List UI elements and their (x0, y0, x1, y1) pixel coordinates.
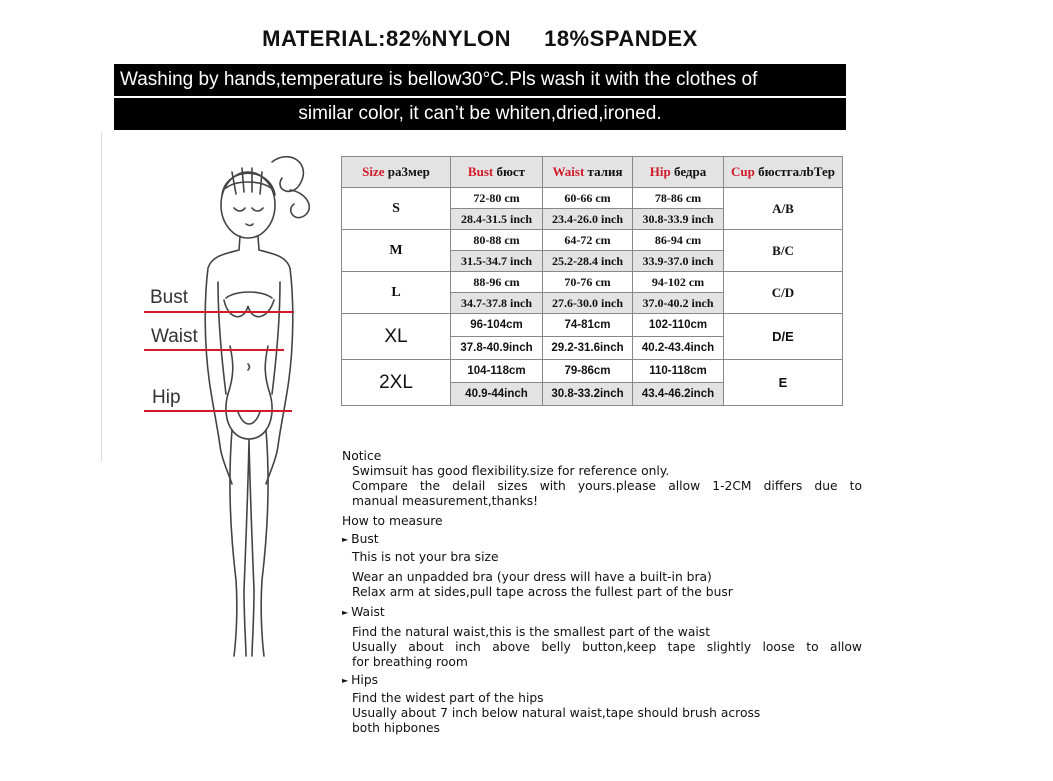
waist-inch-cell: 25.2-28.4 inch (543, 251, 633, 272)
hip-inch-cell: 43.4-46.2inch (633, 383, 724, 406)
hip-cm-cell: 94-102 cm (633, 272, 724, 293)
washing-instructions-line1: Washing by hands,temperature is bellow30°C.Pls wash it with the clothes of (114, 64, 846, 96)
waist-instruction: Find the natural waist,this is the smallest part of the waist (352, 625, 711, 639)
waist-inch-cell: 29.2-31.6inch (543, 337, 633, 360)
bust-inch-cell: 40.9-44inch (451, 383, 543, 406)
bust-inch-cell: 31.5-34.7 inch (451, 251, 543, 272)
cup-cell: E (724, 360, 843, 406)
waist-cm-cell: 74-81cm (543, 314, 633, 337)
hip-inch-cell: 40.2-43.4inch (633, 337, 724, 360)
bust-instruction: Wear an unpadded bra (your dress will have a built-in bra) (352, 570, 712, 584)
notice-title: Notice (342, 449, 382, 463)
waist-instruction: Usually about inch above belly button,keep tape slightly loose to allow (352, 640, 862, 654)
notice-line: manual measurement,thanks! (352, 494, 539, 508)
size-cell: 2XL (342, 360, 451, 406)
bust-instruction: Relax arm at sides,pull tape across the fullest part of the busr (352, 585, 733, 599)
table-header-row (342, 157, 843, 188)
cup-cell: D/E (724, 314, 843, 360)
table-row (342, 314, 843, 337)
hip-cm-cell: 102-110cm (633, 314, 724, 337)
bust-inch-cell: 37.8-40.9inch (451, 337, 543, 360)
waist-cm-cell: 70-76 cm (543, 272, 633, 293)
bust-instruction: This is not your bra size (352, 550, 499, 564)
hip-cm-cell: 86-94 cm (633, 230, 724, 251)
bust-inch-cell: 34.7-37.8 inch (451, 293, 543, 314)
cup-cell: B/C (724, 230, 843, 272)
bust-inch-cell: 28.4-31.5 inch (451, 209, 543, 230)
bust-cm-cell: 88-96 cm (451, 272, 543, 293)
waist-inch-cell: 27.6-30.0 inch (543, 293, 633, 314)
bust-cm-cell: 96-104cm (451, 314, 543, 337)
header-bust: Bust бюст (451, 157, 543, 188)
table-row (342, 188, 843, 209)
hip-cm-cell: 78-86 cm (633, 188, 724, 209)
waist-cm-cell: 60-66 cm (543, 188, 633, 209)
hip-inch-cell: 33.9-37.0 inch (633, 251, 724, 272)
waist-label: Waist (151, 326, 198, 347)
waist-subheading: ► Waist (342, 605, 385, 619)
waist-cm-cell: 64-72 cm (543, 230, 633, 251)
arrow-icon: ► (342, 608, 349, 617)
bust-cm-cell: 104-118cm (451, 360, 543, 383)
size-cell: XL (342, 314, 451, 360)
arrow-icon: ► (342, 535, 349, 544)
bust-cm-cell: 80-88 cm (451, 230, 543, 251)
waist-cm-cell: 79-86cm (543, 360, 633, 383)
cup-cell: A/B (724, 188, 843, 230)
how-to-measure-title: How to measure (342, 514, 443, 528)
hip-inch-cell: 30.8-33.9 inch (633, 209, 724, 230)
size-cell: M (342, 230, 451, 272)
notice-line: Swimsuit has good flexibility.size for reference only. (352, 464, 670, 478)
material-title: MATERIAL:82%NYLON 18%SPANDEX (262, 26, 698, 51)
bust-subheading: ► Bust (342, 532, 379, 546)
size-chart-table (341, 156, 843, 406)
table-row (342, 272, 843, 293)
bust-label: Bust (150, 287, 189, 308)
header-cup: Cup бюстгалbТер (724, 157, 843, 188)
size-cell: L (342, 272, 451, 314)
waist-inch-cell: 30.8-33.2inch (543, 383, 633, 406)
header-size: Size ра3мер (342, 157, 451, 188)
hips-subheading: ► Hips (342, 673, 379, 687)
hip-cm-cell: 110-118cm (633, 360, 724, 383)
table-row (342, 230, 843, 251)
header-hip: Hip бедра (633, 157, 724, 188)
notice-section (342, 449, 862, 736)
bust-line (144, 311, 294, 313)
notice-line: Compare the delail sizes with yours.please allow 1-2CM differs due to (352, 479, 862, 493)
washing-instructions-line2: similar color, it can’t be whiten,dried,ironed. (114, 98, 846, 130)
divider-line (101, 132, 102, 462)
hip-line (144, 410, 292, 412)
bust-cm-cell: 72-80 cm (451, 188, 543, 209)
waist-line (144, 349, 284, 351)
arrow-icon: ► (342, 676, 349, 685)
size-cell: S (342, 188, 451, 230)
cup-cell: C/D (724, 272, 843, 314)
hip-inch-cell: 37.0-40.2 inch (633, 293, 724, 314)
waist-instruction: for breathing room (352, 655, 468, 669)
hips-instruction: Find the widest part of the hips (352, 691, 544, 705)
hips-instruction: Usually about 7 inch below natural waist,tape should brush across (352, 706, 761, 720)
waist-inch-cell: 23.4-26.0 inch (543, 209, 633, 230)
hips-instruction: both hipbones (352, 721, 440, 735)
hip-label: Hip (152, 387, 181, 408)
header-waist: Waist талия (543, 157, 633, 188)
table-row (342, 360, 843, 383)
